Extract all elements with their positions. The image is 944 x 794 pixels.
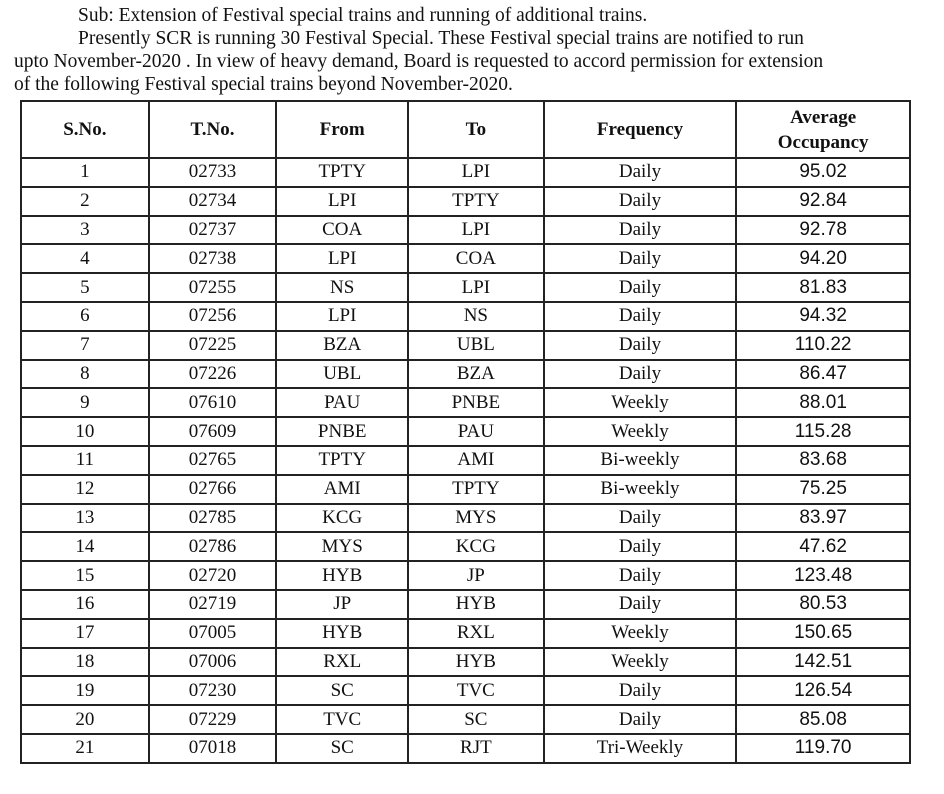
cell-tno: 07610 — [149, 388, 277, 417]
cell-to: TPTY — [408, 187, 544, 216]
cell-sno: 20 — [21, 705, 149, 734]
table-row — [21, 360, 910, 389]
header-tno: T.No. — [149, 101, 277, 158]
cell-to: HYB — [408, 590, 544, 619]
cell-from: KCG — [276, 504, 408, 533]
header-sno: S.No. — [21, 101, 149, 158]
cell-to: SC — [408, 705, 544, 734]
cell-occupancy: 126.54 — [736, 676, 910, 705]
cell-from: PNBE — [276, 417, 408, 446]
cell-tno: 02720 — [149, 561, 277, 590]
header-from: From — [276, 101, 408, 158]
cell-occupancy: 92.78 — [736, 216, 910, 245]
cell-from: LPI — [276, 187, 408, 216]
cell-from: MYS — [276, 532, 408, 561]
cell-from: SC — [276, 734, 408, 763]
cell-to: TVC — [408, 676, 544, 705]
cell-occupancy: 123.48 — [736, 561, 910, 590]
cell-frequency: Daily — [544, 590, 737, 619]
cell-sno: 2 — [21, 187, 149, 216]
festival-trains-table — [20, 100, 911, 764]
cell-sno: 6 — [21, 302, 149, 331]
cell-to: LPI — [408, 273, 544, 302]
cell-frequency: Bi-weekly — [544, 475, 737, 504]
cell-frequency: Tri-Weekly — [544, 734, 737, 763]
cell-sno: 4 — [21, 244, 149, 273]
table-row — [21, 331, 910, 360]
cell-occupancy: 83.97 — [736, 504, 910, 533]
cell-to: COA — [408, 244, 544, 273]
cell-to: PNBE — [408, 388, 544, 417]
table-body — [21, 158, 910, 763]
cell-from: BZA — [276, 331, 408, 360]
cell-to: LPI — [408, 158, 544, 187]
header-average-occupancy — [736, 101, 910, 158]
cell-to: NS — [408, 302, 544, 331]
cell-occupancy: 85.08 — [736, 705, 910, 734]
table-row — [21, 158, 910, 187]
cell-from: RXL — [276, 648, 408, 677]
cell-tno: 02719 — [149, 590, 277, 619]
body-line-1: Presently SCR is running 30 Festival Special. These Festival special trains are notified to run — [78, 28, 804, 49]
cell-occupancy: 88.01 — [736, 388, 910, 417]
cell-sno: 15 — [21, 561, 149, 590]
cell-from: AMI — [276, 475, 408, 504]
cell-occupancy: 119.70 — [736, 734, 910, 763]
cell-sno: 7 — [21, 331, 149, 360]
cell-frequency: Weekly — [544, 417, 737, 446]
cell-occupancy: 92.84 — [736, 187, 910, 216]
cell-frequency: Daily — [544, 561, 737, 590]
cell-sno: 3 — [21, 216, 149, 245]
cell-to: RXL — [408, 619, 544, 648]
cell-from: TPTY — [276, 158, 408, 187]
table-row — [21, 590, 910, 619]
subject-line: Sub: Extension of Festival special trains and running of additional trains. — [78, 5, 648, 26]
cell-occupancy: 75.25 — [736, 475, 910, 504]
cell-tno: 02733 — [149, 158, 277, 187]
cell-frequency: Daily — [544, 705, 737, 734]
cell-frequency: Daily — [544, 302, 737, 331]
table-row — [21, 302, 910, 331]
cell-occupancy: 115.28 — [736, 417, 910, 446]
table-row — [21, 734, 910, 763]
cell-from: LPI — [276, 244, 408, 273]
cell-frequency: Bi-weekly — [544, 446, 737, 475]
cell-occupancy: 142.51 — [736, 648, 910, 677]
cell-from: LPI — [276, 302, 408, 331]
cell-tno: 07609 — [149, 417, 277, 446]
cell-to: TPTY — [408, 475, 544, 504]
cell-sno: 16 — [21, 590, 149, 619]
cell-sno: 9 — [21, 388, 149, 417]
cell-from: HYB — [276, 561, 408, 590]
cell-sno: 18 — [21, 648, 149, 677]
cell-frequency: Weekly — [544, 648, 737, 677]
cell-frequency: Daily — [544, 158, 737, 187]
cell-from: PAU — [276, 388, 408, 417]
cell-occupancy: 83.68 — [736, 446, 910, 475]
cell-sno: 19 — [21, 676, 149, 705]
cell-occupancy: 94.32 — [736, 302, 910, 331]
cell-occupancy: 47.62 — [736, 532, 910, 561]
table-row — [21, 244, 910, 273]
cell-frequency: Daily — [544, 360, 737, 389]
cell-frequency: Daily — [544, 187, 737, 216]
letter-intro — [14, 4, 934, 96]
cell-tno: 07255 — [149, 273, 277, 302]
cell-tno: 02734 — [149, 187, 277, 216]
table-row — [21, 705, 910, 734]
cell-frequency: Weekly — [544, 619, 737, 648]
cell-tno: 02785 — [149, 504, 277, 533]
cell-tno: 02786 — [149, 532, 277, 561]
cell-occupancy: 95.02 — [736, 158, 910, 187]
cell-sno: 14 — [21, 532, 149, 561]
cell-tno: 07256 — [149, 302, 277, 331]
cell-tno: 07229 — [149, 705, 277, 734]
header-frequency: Frequency — [544, 101, 737, 158]
cell-to: JP — [408, 561, 544, 590]
table-header-row — [21, 101, 910, 158]
cell-occupancy: 110.22 — [736, 331, 910, 360]
cell-occupancy: 150.65 — [736, 619, 910, 648]
table-row — [21, 475, 910, 504]
cell-frequency: Daily — [544, 331, 737, 360]
cell-frequency: Weekly — [544, 388, 737, 417]
cell-sno: 8 — [21, 360, 149, 389]
cell-from: COA — [276, 216, 408, 245]
cell-sno: 12 — [21, 475, 149, 504]
cell-from: NS — [276, 273, 408, 302]
cell-sno: 1 — [21, 158, 149, 187]
table-row — [21, 388, 910, 417]
cell-tno: 07005 — [149, 619, 277, 648]
cell-from: UBL — [276, 360, 408, 389]
cell-frequency: Daily — [544, 273, 737, 302]
cell-to: KCG — [408, 532, 544, 561]
cell-sno: 11 — [21, 446, 149, 475]
cell-from: TPTY — [276, 446, 408, 475]
cell-occupancy: 94.20 — [736, 244, 910, 273]
cell-frequency: Daily — [544, 532, 737, 561]
cell-tno: 07225 — [149, 331, 277, 360]
cell-from: SC — [276, 676, 408, 705]
header-occupancy-line2: Occupancy — [777, 131, 869, 153]
cell-tno: 02738 — [149, 244, 277, 273]
table-row — [21, 417, 910, 446]
cell-from: JP — [276, 590, 408, 619]
cell-tno: 07226 — [149, 360, 277, 389]
cell-to: BZA — [408, 360, 544, 389]
cell-tno: 02737 — [149, 216, 277, 245]
cell-sno: 10 — [21, 417, 149, 446]
cell-frequency: Daily — [544, 676, 737, 705]
table-row — [21, 619, 910, 648]
cell-frequency: Daily — [544, 504, 737, 533]
cell-frequency: Daily — [544, 216, 737, 245]
table-row — [21, 273, 910, 302]
cell-from: HYB — [276, 619, 408, 648]
header-to: To — [408, 101, 544, 158]
cell-tno: 02765 — [149, 446, 277, 475]
cell-sno: 13 — [21, 504, 149, 533]
table-row — [21, 187, 910, 216]
cell-to: RJT — [408, 734, 544, 763]
cell-sno: 17 — [21, 619, 149, 648]
cell-tno: 02766 — [149, 475, 277, 504]
cell-to: HYB — [408, 648, 544, 677]
cell-to: UBL — [408, 331, 544, 360]
cell-to: AMI — [408, 446, 544, 475]
body-line-3: of the following Festival special trains beyond November-2020. — [14, 74, 513, 95]
header-occupancy-line1: Average — [790, 106, 857, 128]
table-row — [21, 216, 910, 245]
table-row — [21, 446, 910, 475]
cell-sno: 21 — [21, 734, 149, 763]
cell-to: PAU — [408, 417, 544, 446]
table-row — [21, 676, 910, 705]
cell-tno: 07006 — [149, 648, 277, 677]
body-line-2: upto November-2020 . In view of heavy demand, Board is requested to accord permission for extension — [14, 51, 824, 72]
cell-sno: 5 — [21, 273, 149, 302]
table-row — [21, 561, 910, 590]
cell-occupancy: 80.53 — [736, 590, 910, 619]
cell-frequency: Daily — [544, 244, 737, 273]
cell-occupancy: 81.83 — [736, 273, 910, 302]
cell-tno: 07230 — [149, 676, 277, 705]
table-row — [21, 504, 910, 533]
cell-occupancy: 86.47 — [736, 360, 910, 389]
cell-tno: 07018 — [149, 734, 277, 763]
cell-to: LPI — [408, 216, 544, 245]
table-row — [21, 648, 910, 677]
cell-to: MYS — [408, 504, 544, 533]
cell-from: TVC — [276, 705, 408, 734]
table-row — [21, 532, 910, 561]
